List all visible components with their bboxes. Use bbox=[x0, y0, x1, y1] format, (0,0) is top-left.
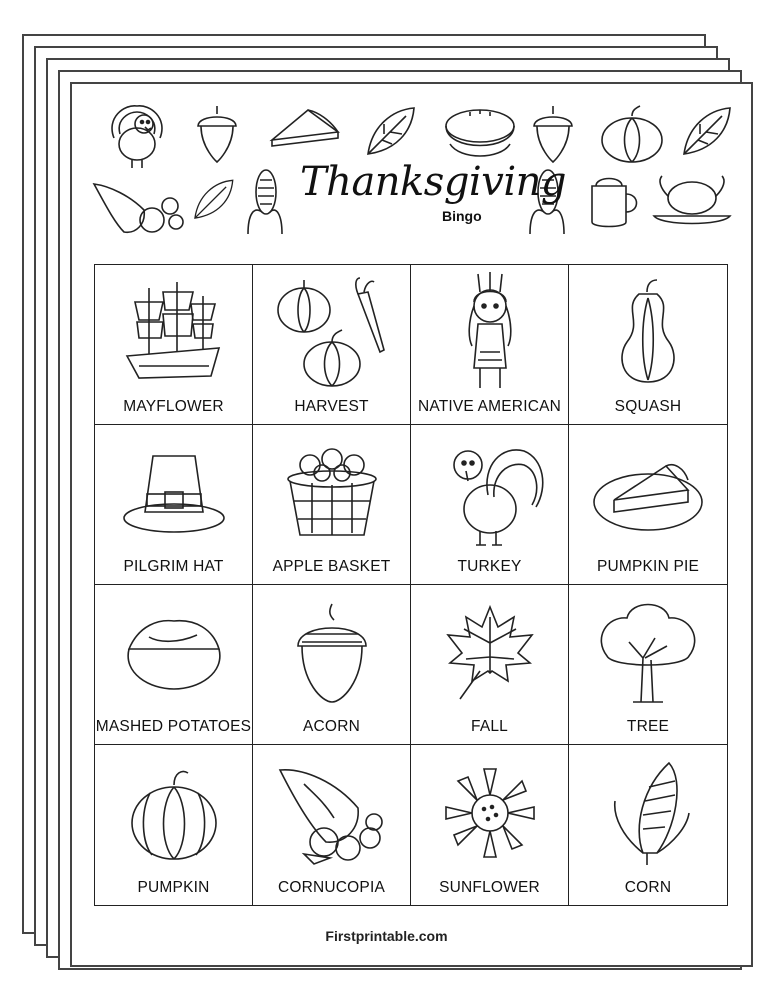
roast-turkey-icon bbox=[652, 168, 732, 228]
bingo-cell[interactable] bbox=[95, 585, 253, 745]
page-title: Thanksgiving bbox=[300, 159, 566, 205]
leaf-icon bbox=[362, 104, 418, 160]
pie-slice-icon bbox=[268, 106, 342, 150]
squash-icon bbox=[569, 273, 727, 393]
pie-icon bbox=[440, 104, 520, 166]
bingo-cell[interactable] bbox=[569, 745, 727, 905]
bingo-cell[interactable] bbox=[411, 585, 569, 745]
leaf-icon bbox=[190, 172, 236, 228]
apple-basket-icon bbox=[253, 433, 410, 553]
bingo-cell[interactable] bbox=[411, 265, 569, 425]
ship-icon bbox=[95, 273, 252, 393]
leaf-icon bbox=[678, 104, 734, 160]
bingo-title bbox=[300, 159, 566, 224]
corn-icon bbox=[242, 166, 288, 236]
page-subtitle: Bingo bbox=[442, 208, 482, 224]
cell-label: SQUASH bbox=[614, 398, 682, 415]
cell-label: HARVEST bbox=[294, 398, 369, 415]
pumpkin-icon bbox=[596, 104, 668, 166]
cell-label: SUNFLOWER bbox=[439, 879, 540, 896]
turkey-icon bbox=[104, 98, 170, 172]
bingo-cell[interactable] bbox=[253, 265, 411, 425]
cell-label: MAYFLOWER bbox=[123, 398, 224, 415]
cell-label: ACORN bbox=[303, 718, 360, 735]
cell-label: PUMPKIN bbox=[137, 879, 210, 896]
bingo-cell[interactable] bbox=[95, 425, 253, 585]
acorn-icon bbox=[192, 102, 242, 166]
bingo-cell[interactable] bbox=[253, 425, 411, 585]
bingo-cell[interactable] bbox=[253, 585, 411, 745]
bingo-cell[interactable] bbox=[569, 265, 727, 425]
pumpkin-icon bbox=[95, 753, 252, 873]
mashed-potatoes-icon bbox=[95, 593, 252, 713]
harvest-icon bbox=[253, 273, 410, 393]
maple-leaf-icon bbox=[411, 593, 568, 713]
native-american-icon bbox=[411, 273, 568, 393]
cell-label: PILGRIM HAT bbox=[123, 558, 224, 575]
bingo-cell[interactable] bbox=[253, 745, 411, 905]
turkey-icon bbox=[411, 433, 568, 553]
bingo-cell[interactable] bbox=[411, 425, 569, 585]
cell-label: TREE bbox=[626, 718, 670, 735]
cell-label: PUMPKIN PIE bbox=[596, 558, 700, 575]
acorn-icon bbox=[253, 593, 410, 713]
corn-icon bbox=[569, 753, 727, 873]
cell-label: TURKEY bbox=[457, 558, 522, 575]
bingo-cell[interactable] bbox=[569, 425, 727, 585]
bingo-cell[interactable] bbox=[95, 265, 253, 425]
acorn-icon bbox=[528, 102, 578, 166]
cell-label: CORN bbox=[624, 879, 672, 896]
cell-label: NATIVE AMERICAN bbox=[417, 398, 562, 415]
footer-brand: Firstprintable.com bbox=[325, 928, 448, 944]
sunflower-icon bbox=[411, 753, 568, 873]
bingo-cell[interactable] bbox=[411, 745, 569, 905]
bingo-cell[interactable] bbox=[569, 585, 727, 745]
cell-label: FALL bbox=[471, 718, 508, 735]
mug-icon bbox=[586, 170, 644, 232]
cell-label: CORNUCOPIA bbox=[277, 879, 386, 896]
tree-icon bbox=[569, 593, 727, 713]
cornucopia-icon bbox=[253, 753, 410, 873]
pumpkin-pie-icon bbox=[569, 433, 727, 553]
cornucopia-icon bbox=[90, 176, 186, 238]
cell-label: MASHED POTATOES bbox=[95, 718, 252, 735]
bingo-cell[interactable] bbox=[95, 745, 253, 905]
cell-label: APPLE BASKET bbox=[272, 558, 391, 575]
bingo-board bbox=[94, 264, 728, 906]
pilgrim-hat-icon bbox=[95, 433, 252, 553]
